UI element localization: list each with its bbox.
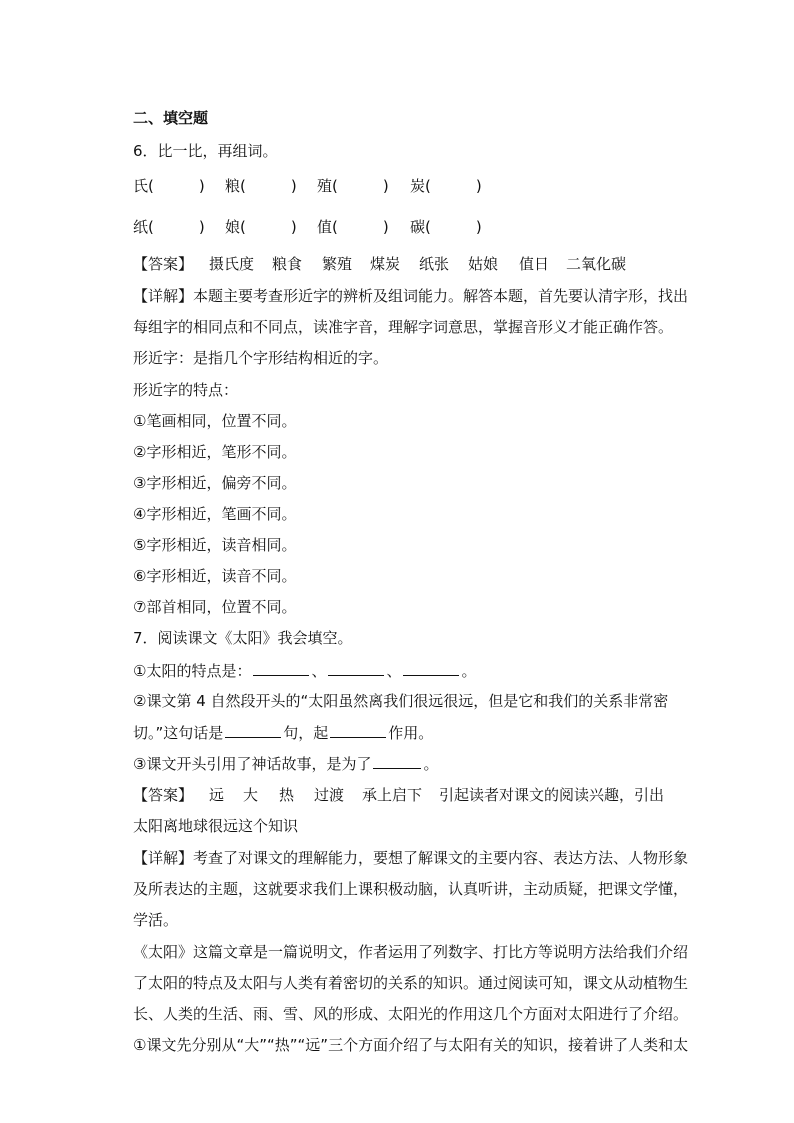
answer-blank <box>330 723 386 738</box>
char-cell: 碳( ) <box>410 218 482 236</box>
answer-word: 煤炭 <box>370 255 401 273</box>
answer-word: 承上启下 <box>362 786 423 804</box>
answer-word: 远 <box>209 786 225 804</box>
answer-blank <box>225 723 281 738</box>
detail-q7-line-3: 学活。 <box>133 911 179 929</box>
answer-word: 二氧化碳 <box>566 255 627 273</box>
char-cell: 娘( ) <box>225 218 297 236</box>
detail-q6-line-2: 每组字的相同点和不同点，读准字音，理解字词意思，掌握音形义才能正确作答。 <box>133 318 674 336</box>
detail-q6-point-1: ①笔画相同，位置不同。 <box>133 412 297 430</box>
detail-q7-line-5: 了太阳的特点及太阳与人类有着密切的关系的知识。通过阅读可知，课文从动植物生 <box>133 974 689 992</box>
answer-word: 热 <box>279 786 295 804</box>
detail-q6-point-6: ⑥字形相近，读音不同。 <box>133 567 297 585</box>
answer-word: 粮食 <box>272 255 303 273</box>
section-heading: 二、填空题 <box>133 109 209 127</box>
answer-word: 引起读者对课文的阅读兴趣，引出 <box>439 786 665 804</box>
answer-label: 【答案】 <box>133 255 194 273</box>
detail-q6-line-3: 形近字：是指几个字形结构相近的字。 <box>133 349 389 367</box>
char-cell: 炭( ) <box>410 177 482 195</box>
answer-blank <box>373 754 421 769</box>
char-cell: 值( ) <box>317 218 389 236</box>
detail-q7-line-4: 《太阳》这篇文章是一篇说明文，作者运用了列数字、打比方等说明方法给我们介绍 <box>133 943 689 961</box>
char-cell: 氏( ) <box>133 177 205 195</box>
answer-q7-continued: 太阳离地球很远这个知识 <box>133 817 299 835</box>
detail-q6-line-4: 形近字的特点： <box>133 381 239 399</box>
char-cell: 殖( ) <box>317 177 389 195</box>
q7-item-2-line-1: ②课文第 4 自然段开头的“太阳虽然离我们很远很远，但是它和我们的关系非常密 <box>133 692 669 710</box>
answer-word: 姑娘 <box>468 255 499 273</box>
detail-q6-line-1: 【详解】本题主要考查形近字的辨析及组词能力。解答本题，首先要认清字形，找出 <box>133 287 689 305</box>
q7-item-1: ①太阳的特点是： 、 、 。 <box>133 662 477 680</box>
detail-q6-point-7: ⑦部首相同，位置不同。 <box>133 598 297 616</box>
answer-blank <box>403 661 459 676</box>
answer-blank <box>328 661 384 676</box>
answer-word: 繁殖 <box>322 255 353 273</box>
question-6-title: 6．比一比，再组词。 <box>133 142 278 160</box>
answer-word: 值日 <box>519 255 550 273</box>
answer-label: 【答案】 <box>133 786 194 804</box>
answer-word: 摄氏度 <box>209 255 255 273</box>
q7-item-2-line-2: 切。”这句话是 句，起 作用。 <box>133 724 434 742</box>
detail-q7-line-6: 长、人类的生活、雨、雪、风的形成、太阳光的作用这几个方面对太阳进行了介绍。 <box>133 1005 689 1023</box>
q7-item-3: ③课文开头引用了神话故事，是为了 。 <box>133 755 439 773</box>
char-cell: 粮( ) <box>225 177 297 195</box>
detail-q7-line-2: 及所表达的主题，这就要求我们上课积极动脑，认真听讲，主动质疑，把课文学懂， <box>133 880 689 898</box>
answer-word: 过渡 <box>314 786 345 804</box>
detail-q6-point-2: ②字形相近，笔形不同。 <box>133 443 297 461</box>
char-cell: 纸( ) <box>133 218 205 236</box>
detail-q6-point-3: ③字形相近，偏旁不同。 <box>133 474 297 492</box>
answer-word: 大 <box>243 786 259 804</box>
question-7-title: 7．阅读课文《太阳》我会填空。 <box>133 629 353 647</box>
answer-word: 纸张 <box>419 255 450 273</box>
detail-q7-line-1: 【详解】考查了对课文的理解能力，要想了解课文的主要内容、表达方法、人物形象 <box>133 849 689 867</box>
detail-q7-line-7: ①课文先分别从“大”“热”“远”三个方面介绍了与太阳有关的知识，接着讲了人类和太 <box>133 1036 689 1054</box>
detail-q6-point-5: ⑤字形相近，读音相同。 <box>133 536 297 554</box>
detail-q6-point-4: ④字形相近，笔画不同。 <box>133 505 297 523</box>
answer-blank <box>253 661 309 676</box>
